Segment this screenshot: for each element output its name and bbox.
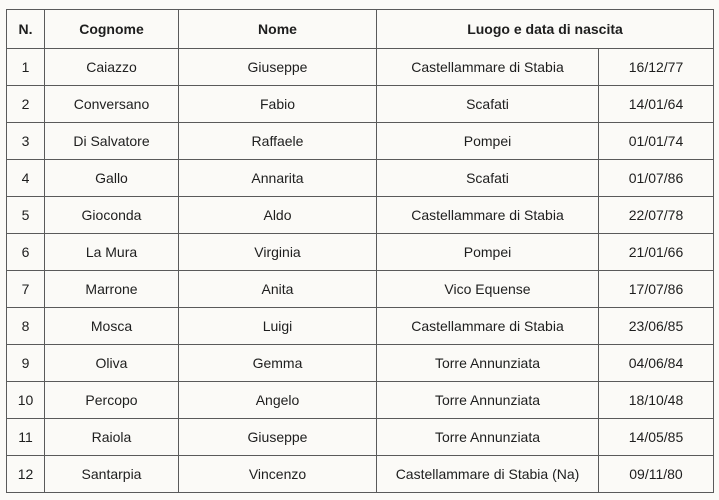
- cell-birth-place: Vico Equense: [377, 271, 599, 308]
- cell-birth-date: 14/05/85: [599, 419, 714, 456]
- cell-surname: Gioconda: [45, 197, 179, 234]
- cell-number: 2: [7, 86, 45, 123]
- cell-name: Gemma: [179, 345, 377, 382]
- table-row: [7, 271, 714, 308]
- cell-number: 1: [7, 49, 45, 86]
- table-row: [7, 123, 714, 160]
- cell-birth-place: Pompei: [377, 234, 599, 271]
- cell-number: 11: [7, 419, 45, 456]
- cell-surname: Raiola: [45, 419, 179, 456]
- table-row: [7, 49, 714, 86]
- header-birth-place-date: Luogo e data di nascita: [377, 10, 714, 49]
- cell-birth-place: Torre Annunziata: [377, 419, 599, 456]
- cell-surname: Santarpia: [45, 456, 179, 493]
- cell-surname: Marrone: [45, 271, 179, 308]
- cell-birth-date: 01/07/86: [599, 160, 714, 197]
- cell-number: 9: [7, 345, 45, 382]
- table-row: [7, 160, 714, 197]
- cell-name: Vincenzo: [179, 456, 377, 493]
- header-name: Nome: [179, 10, 377, 49]
- cell-name: Aldo: [179, 197, 377, 234]
- table-row: [7, 86, 714, 123]
- cell-birth-place: Castellammare di Stabia (Na): [377, 456, 599, 493]
- cell-birth-place: Castellammare di Stabia: [377, 49, 599, 86]
- table-row: [7, 382, 714, 419]
- table-row: [7, 345, 714, 382]
- cell-surname: Di Salvatore: [45, 123, 179, 160]
- cell-surname: Conversano: [45, 86, 179, 123]
- cell-name: Giuseppe: [179, 49, 377, 86]
- cell-number: 12: [7, 456, 45, 493]
- cell-number: 5: [7, 197, 45, 234]
- cell-surname: La Mura: [45, 234, 179, 271]
- cell-birth-place: Scafati: [377, 160, 599, 197]
- registry-table: [6, 9, 714, 493]
- cell-name: Angelo: [179, 382, 377, 419]
- cell-surname: Percopo: [45, 382, 179, 419]
- cell-name: Fabio: [179, 86, 377, 123]
- table-row: [7, 456, 714, 493]
- cell-name: Annarita: [179, 160, 377, 197]
- cell-birth-date: 16/12/77: [599, 49, 714, 86]
- cell-name: Luigi: [179, 308, 377, 345]
- cell-birth-date: 09/11/80: [599, 456, 714, 493]
- cell-number: 3: [7, 123, 45, 160]
- cell-birth-date: 17/07/86: [599, 271, 714, 308]
- cell-surname: Gallo: [45, 160, 179, 197]
- table-body: [7, 49, 714, 493]
- cell-birth-date: 04/06/84: [599, 345, 714, 382]
- cell-surname: Oliva: [45, 345, 179, 382]
- table-row: [7, 419, 714, 456]
- cell-birth-place: Torre Annunziata: [377, 345, 599, 382]
- cell-birth-date: 22/07/78: [599, 197, 714, 234]
- cell-number: 4: [7, 160, 45, 197]
- cell-birth-place: Scafati: [377, 86, 599, 123]
- header-number: N.: [7, 10, 45, 49]
- header-row: [7, 10, 714, 49]
- cell-number: 6: [7, 234, 45, 271]
- cell-name: Raffaele: [179, 123, 377, 160]
- header-surname: Cognome: [45, 10, 179, 49]
- cell-birth-place: Torre Annunziata: [377, 382, 599, 419]
- cell-birth-date: 14/01/64: [599, 86, 714, 123]
- cell-number: 7: [7, 271, 45, 308]
- cell-name: Virginia: [179, 234, 377, 271]
- cell-name: Giuseppe: [179, 419, 377, 456]
- cell-number: 10: [7, 382, 45, 419]
- cell-birth-place: Castellammare di Stabia: [377, 308, 599, 345]
- cell-birth-date: 23/06/85: [599, 308, 714, 345]
- cell-birth-place: Castellammare di Stabia: [377, 197, 599, 234]
- table-row: [7, 197, 714, 234]
- cell-name: Anita: [179, 271, 377, 308]
- cell-birth-place: Pompei: [377, 123, 599, 160]
- table-row: [7, 234, 714, 271]
- cell-number: 8: [7, 308, 45, 345]
- table-row: [7, 308, 714, 345]
- cell-surname: Mosca: [45, 308, 179, 345]
- cell-birth-date: 01/01/74: [599, 123, 714, 160]
- cell-surname: Caiazzo: [45, 49, 179, 86]
- cell-birth-date: 18/10/48: [599, 382, 714, 419]
- cell-birth-date: 21/01/66: [599, 234, 714, 271]
